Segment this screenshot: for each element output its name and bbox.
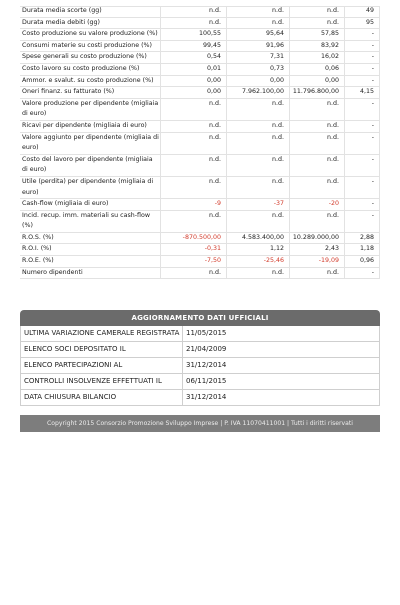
indicator-label: Costo del lavoro per dipendente (migliaia di euro) xyxy=(20,154,161,176)
indicator-value-3: 2,43 xyxy=(290,244,345,256)
official-update-row xyxy=(20,374,380,390)
table-row xyxy=(20,63,380,75)
indicator-value-2: 0,00 xyxy=(227,75,290,87)
indicator-value-4: - xyxy=(345,40,380,52)
table-row xyxy=(20,6,380,17)
indicator-value-3: -20 xyxy=(290,199,345,211)
indicator-value-1: n.d. xyxy=(161,6,227,17)
indicator-value-4: - xyxy=(345,267,380,279)
indicator-label: Valore produzione per dipendente (migliaia di euro) xyxy=(20,98,161,120)
financial-indicators-body xyxy=(20,6,380,279)
indicator-value-2: n.d. xyxy=(227,154,290,176)
indicator-value-4: 4,15 xyxy=(345,87,380,99)
indicator-value-2: n.d. xyxy=(227,210,290,232)
indicator-value-2: 91,96 xyxy=(227,40,290,52)
indicator-value-3: n.d. xyxy=(290,267,345,279)
table-row xyxy=(20,176,380,198)
indicator-label: R.O.S. (%) xyxy=(20,232,161,244)
official-update-title: AGGIORNAMENTO DATI UFFICIALI xyxy=(20,310,380,326)
indicator-value-4: - xyxy=(345,132,380,154)
update-key: ELENCO PARTECIPAZIONI AL xyxy=(21,358,183,373)
indicator-value-2: 4.583.400,00 xyxy=(227,232,290,244)
indicator-value-2: n.d. xyxy=(227,267,290,279)
indicator-value-1: 0,01 xyxy=(161,63,227,75)
update-key: ULTIMA VARIAZIONE CAMERALE REGISTRATA xyxy=(21,326,183,341)
indicator-value-4: - xyxy=(345,75,380,87)
indicator-label: Incid. recup. imm. materiali su cash-flow (%) xyxy=(20,210,161,232)
indicator-value-2: n.d. xyxy=(227,120,290,132)
indicator-value-1: 100,55 xyxy=(161,29,227,41)
indicator-value-2: n.d. xyxy=(227,132,290,154)
official-update-row xyxy=(20,358,380,374)
official-update-row xyxy=(20,390,380,406)
table-row xyxy=(20,132,380,154)
indicator-value-3: 10.289.000,00 xyxy=(290,232,345,244)
table-row xyxy=(20,75,380,87)
indicator-value-4: 2,88 xyxy=(345,232,380,244)
indicator-label: Oneri finanz. su fatturato (%) xyxy=(20,87,161,99)
update-key: DATA CHIUSURA BILANCIO xyxy=(21,390,183,405)
indicator-value-3: n.d. xyxy=(290,132,345,154)
indicator-value-2: -37 xyxy=(227,199,290,211)
table-row xyxy=(20,17,380,29)
indicator-label: Ricavi per dipendente (migliaia di euro) xyxy=(20,120,161,132)
official-update-row xyxy=(20,342,380,358)
table-row xyxy=(20,120,380,132)
update-key: CONTROLLI INSOLVENZE EFFETTUATI IL xyxy=(21,374,183,389)
table-row xyxy=(20,98,380,120)
indicator-label: Consumi materie su costi produzione (%) xyxy=(20,40,161,52)
table-row xyxy=(20,210,380,232)
update-key: ELENCO SOCI DEPOSITATO IL xyxy=(21,342,183,357)
indicator-label: Costo produzione su valore produzione (%) xyxy=(20,29,161,41)
official-update-panel xyxy=(20,310,380,406)
indicator-label: R.O.E. (%) xyxy=(20,256,161,268)
indicator-label: Costo lavoro su costo produzione (%) xyxy=(20,63,161,75)
indicator-value-1: n.d. xyxy=(161,17,227,29)
financial-indicators-table xyxy=(20,6,380,279)
indicator-value-1: n.d. xyxy=(161,210,227,232)
table-row xyxy=(20,40,380,52)
indicator-label: Spese generali su costo produzione (%) xyxy=(20,52,161,64)
indicator-value-4: 0,96 xyxy=(345,256,380,268)
indicator-value-3: 57,85 xyxy=(290,29,345,41)
indicator-value-3: 0,06 xyxy=(290,63,345,75)
indicator-value-2: n.d. xyxy=(227,6,290,17)
indicator-value-1: 0,00 xyxy=(161,87,227,99)
indicator-value-1: -0,31 xyxy=(161,244,227,256)
indicator-label: R.O.I. (%) xyxy=(20,244,161,256)
table-row xyxy=(20,52,380,64)
indicator-value-4: - xyxy=(345,98,380,120)
indicator-value-4: 49 xyxy=(345,6,380,17)
update-value: 31/12/2014 xyxy=(186,393,227,401)
indicator-label: Valore aggiunto per dipendente (migliaia di euro) xyxy=(20,132,161,154)
indicator-value-2: 0,73 xyxy=(227,63,290,75)
indicator-value-3: n.d. xyxy=(290,154,345,176)
indicator-value-2: n.d. xyxy=(227,98,290,120)
table-row xyxy=(20,244,380,256)
table-row xyxy=(20,232,380,244)
indicator-value-4: - xyxy=(345,63,380,75)
indicator-value-1: n.d. xyxy=(161,267,227,279)
table-row xyxy=(20,256,380,268)
indicator-value-3: n.d. xyxy=(290,120,345,132)
indicator-value-1: 0,54 xyxy=(161,52,227,64)
table-row xyxy=(20,29,380,41)
official-update-row xyxy=(20,326,380,342)
indicator-value-2: 7.962.100,00 xyxy=(227,87,290,99)
indicator-value-4: - xyxy=(345,52,380,64)
indicator-value-3: n.d. xyxy=(290,98,345,120)
indicator-value-3: 16,02 xyxy=(290,52,345,64)
indicator-value-1: -7,50 xyxy=(161,256,227,268)
indicator-value-4: - xyxy=(345,176,380,198)
update-value: 06/11/2015 xyxy=(186,377,227,385)
indicator-value-3: n.d. xyxy=(290,210,345,232)
indicator-value-1: 0,00 xyxy=(161,75,227,87)
indicator-value-1: -870.500,00 xyxy=(161,232,227,244)
indicator-value-3: 11.796.800,00 xyxy=(290,87,345,99)
indicator-value-4: - xyxy=(345,199,380,211)
indicator-value-1: n.d. xyxy=(161,120,227,132)
indicator-label: Cash-flow (migliaia di euro) xyxy=(20,199,161,211)
table-row xyxy=(20,267,380,279)
update-value: 21/04/2009 xyxy=(186,345,227,353)
official-update-rows xyxy=(20,326,380,406)
indicator-value-3: n.d. xyxy=(290,6,345,17)
indicator-value-2: 7,31 xyxy=(227,52,290,64)
indicator-label: Utile (perdita) per dipendente (migliaia di euro) xyxy=(20,176,161,198)
indicator-value-2: n.d. xyxy=(227,176,290,198)
indicator-value-3: n.d. xyxy=(290,176,345,198)
indicator-label: Durata media scorte (gg) xyxy=(20,6,161,17)
indicator-value-4: 1,18 xyxy=(345,244,380,256)
indicator-value-4: - xyxy=(345,29,380,41)
indicator-value-1: n.d. xyxy=(161,98,227,120)
table-row xyxy=(20,199,380,211)
indicator-value-3: n.d. xyxy=(290,17,345,29)
indicator-value-4: 95 xyxy=(345,17,380,29)
indicator-value-1: n.d. xyxy=(161,154,227,176)
indicator-value-2: 1,12 xyxy=(227,244,290,256)
indicator-value-4: - xyxy=(345,120,380,132)
indicator-label: Durata media debiti (gg) xyxy=(20,17,161,29)
indicator-value-3: 83,92 xyxy=(290,40,345,52)
indicator-value-1: n.d. xyxy=(161,132,227,154)
indicator-value-2: -25,46 xyxy=(227,256,290,268)
indicator-value-3: 0,00 xyxy=(290,75,345,87)
page-footer: Copyright 2015 Consorzio Promozione Sviluppo Imprese | P. IVA 11070411001 | Tutti i diritti riservati xyxy=(20,415,380,432)
indicator-value-4: - xyxy=(345,154,380,176)
indicator-value-1: -9 xyxy=(161,199,227,211)
indicator-value-4: - xyxy=(345,210,380,232)
indicator-value-1: 99,45 xyxy=(161,40,227,52)
update-value: 31/12/2014 xyxy=(186,361,227,369)
indicator-label: Ammor. e svalut. su costo produzione (%) xyxy=(20,75,161,87)
indicator-value-3: -19,09 xyxy=(290,256,345,268)
table-row xyxy=(20,154,380,176)
indicator-label: Numero dipendenti xyxy=(20,267,161,279)
indicator-value-2: 95,64 xyxy=(227,29,290,41)
indicator-value-2: n.d. xyxy=(227,17,290,29)
indicator-value-1: n.d. xyxy=(161,176,227,198)
table-row xyxy=(20,87,380,99)
update-value: 11/05/2015 xyxy=(186,329,227,337)
